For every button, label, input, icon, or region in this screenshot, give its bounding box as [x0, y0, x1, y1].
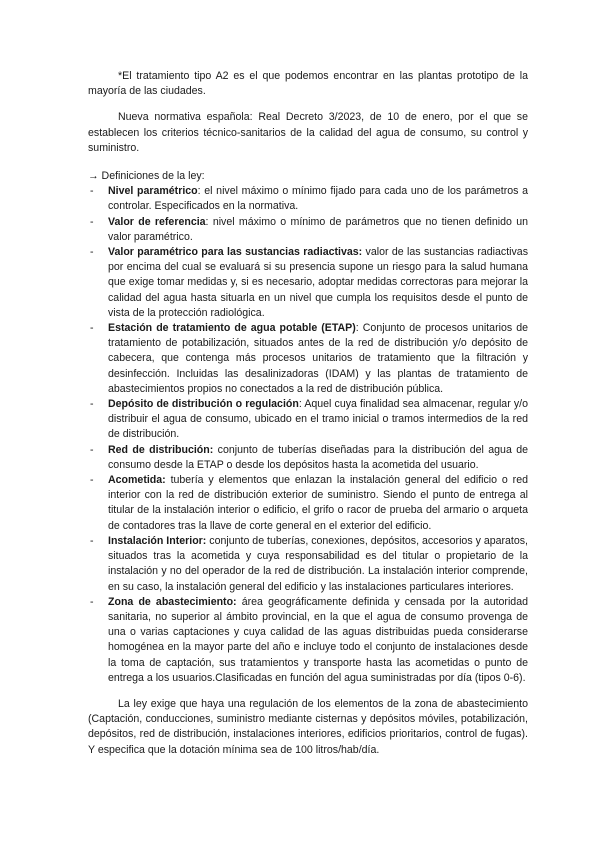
list-item: [88, 184, 528, 214]
dash-bullet: -: [90, 443, 94, 456]
definition-text: Aquel cuya finalidad sea almacenar, regular y/o distribuir el agua de consumo, ubicado en el tramo inicial o tramos intermedios de la red de distribución.: [108, 398, 528, 441]
definition-separator: :: [298, 398, 305, 411]
note-paragraph: *El tratamiento tipo A2 es el que podemos encontrar en las plantas prototipo de la mayoría de las ciudades.: [88, 70, 528, 98]
dash-bullet: -: [90, 398, 94, 411]
definition-term: Valor paramétrico para las sustancias radiactivas:: [108, 246, 363, 259]
definition-separator: :: [205, 215, 213, 228]
definition-term: Valor de referencia: [108, 215, 206, 228]
list-item: [88, 215, 528, 245]
definitions-list: [88, 184, 528, 686]
list-item: [88, 397, 528, 443]
normativa-paragraph: Nueva normativa española: Real Decreto 3/2023, de 10 de enero, por el que se establecen los criterios técnico-sanitarios de la calidad del agua de consumo, su control y suministro.: [88, 111, 528, 154]
definition-text: el nivel máximo o mínimo fijado para cada uno de los parámetros a controlar. Especificados en la normativa.: [108, 185, 529, 213]
dash-bullet: -: [90, 246, 94, 259]
list-item: [88, 473, 528, 534]
list-item: [88, 595, 528, 686]
definitions-heading: → Definiciones de la ley:: [88, 170, 205, 183]
dash-bullet: -: [90, 185, 94, 198]
definition-text: conjunto de tuberías, conexiones, depósitos, accesorios y aparatos, situados tras la acometida y cuya responsabilidad es del titular o propietario de la instalación y no del operador de la red de distribución. La instalación interior comprende, en su caso, la instalación general del edificio y las instalaciones particulares interiores.: [108, 534, 528, 593]
definition-term: Instalación Interior:: [108, 534, 207, 547]
list-item: [88, 321, 528, 397]
document-page: [88, 69, 528, 758]
definition-text: conjunto de tuberías diseñadas para la distribución del agua de consumo desde la ETAP o desde los depósitos hasta la acometida del usuario.: [108, 443, 528, 471]
definition-term: Zona de abastecimiento:: [108, 595, 237, 608]
dash-bullet: -: [90, 474, 94, 487]
definition-text: valor de las sustancias radiactivas por encima del cual se evaluará si su presencia supone un riesgo para la salud humana que exige tomar medidas y, si es necesario, adoptar medidas correctoras para mejorar la calidad del agua hasta situarla en un nivel que cumpla los requisitos desde el punto de vista de la protección radiológica.: [108, 246, 529, 319]
definition-text: área geográficamente definida y censada por la autoridad sanitaria, no superior al ámbito provincial, en la que el agua de consumo provenga de una o varias captaciones y cuya calidad de las aguas distribuidas pueda considerarse homogénea en la mayor parte del año e incluye todo el conjunto de instalaciones desde la toma de captación, sus tratamientos y transporte hasta las acometidas o punto de entrega a los usuarios.Clasificadas en función del agua suministradas por día (tipos 0-6).: [108, 595, 528, 684]
list-item: [88, 245, 528, 321]
list-item: [88, 443, 528, 473]
definition-text: Conjunto de procesos unitarios de tratamiento de potabilización, situados antes de la red de distribución y/o depósito de cabecera, que contenga más procesos unitarios de tratamiento que la filtración y desinfección. Incluidas las desalinizadoras (IDAM) y las plantas de tratamiento de abastecimientos propios no conectados a la red de distribución pública.: [108, 322, 528, 395]
definition-term: Acometida:: [108, 474, 166, 487]
definition-term: Nivel paramétrico: [108, 185, 198, 198]
definition-term: Depósito de distribución o regulación: [108, 398, 299, 411]
list-item: [88, 534, 528, 595]
definition-term: Red de distribución:: [108, 443, 214, 456]
dash-bullet: -: [90, 215, 94, 228]
dash-bullet: -: [90, 322, 94, 335]
definition-separator: :: [197, 185, 205, 198]
definition-text: tubería y elementos que enlazan la instalación general del edificio o red interior con la red de distribución exterior de suministro. Siendo el punto de entrega al titular de la instalación interior o edificio, el grifo o racor de prueba del armario o arqueta de contadores tras la llave de corte general en el exterior del edificio.: [108, 474, 528, 532]
definition-separator: :: [355, 322, 363, 335]
definition-text: nivel máximo o mínimo de parámetros que no tienen definido un valor paramétrico.: [108, 215, 528, 243]
dash-bullet: -: [90, 534, 94, 547]
dash-bullet: -: [90, 595, 94, 608]
closing-paragraph: La ley exige que haya una regulación de los elementos de la zona de abastecimiento (Captación, conducciones, suministro mediante cisternas y depósitos móviles, potabilización, depósitos, red de distribución, instalaciones interiores, edificios prioritarios, control de fugas). Y especifica que la dotación mínima sea de 100 litros/hab/día.: [88, 697, 528, 756]
definition-term: Estación de tratamiento de agua potable (ETAP): [108, 322, 356, 335]
